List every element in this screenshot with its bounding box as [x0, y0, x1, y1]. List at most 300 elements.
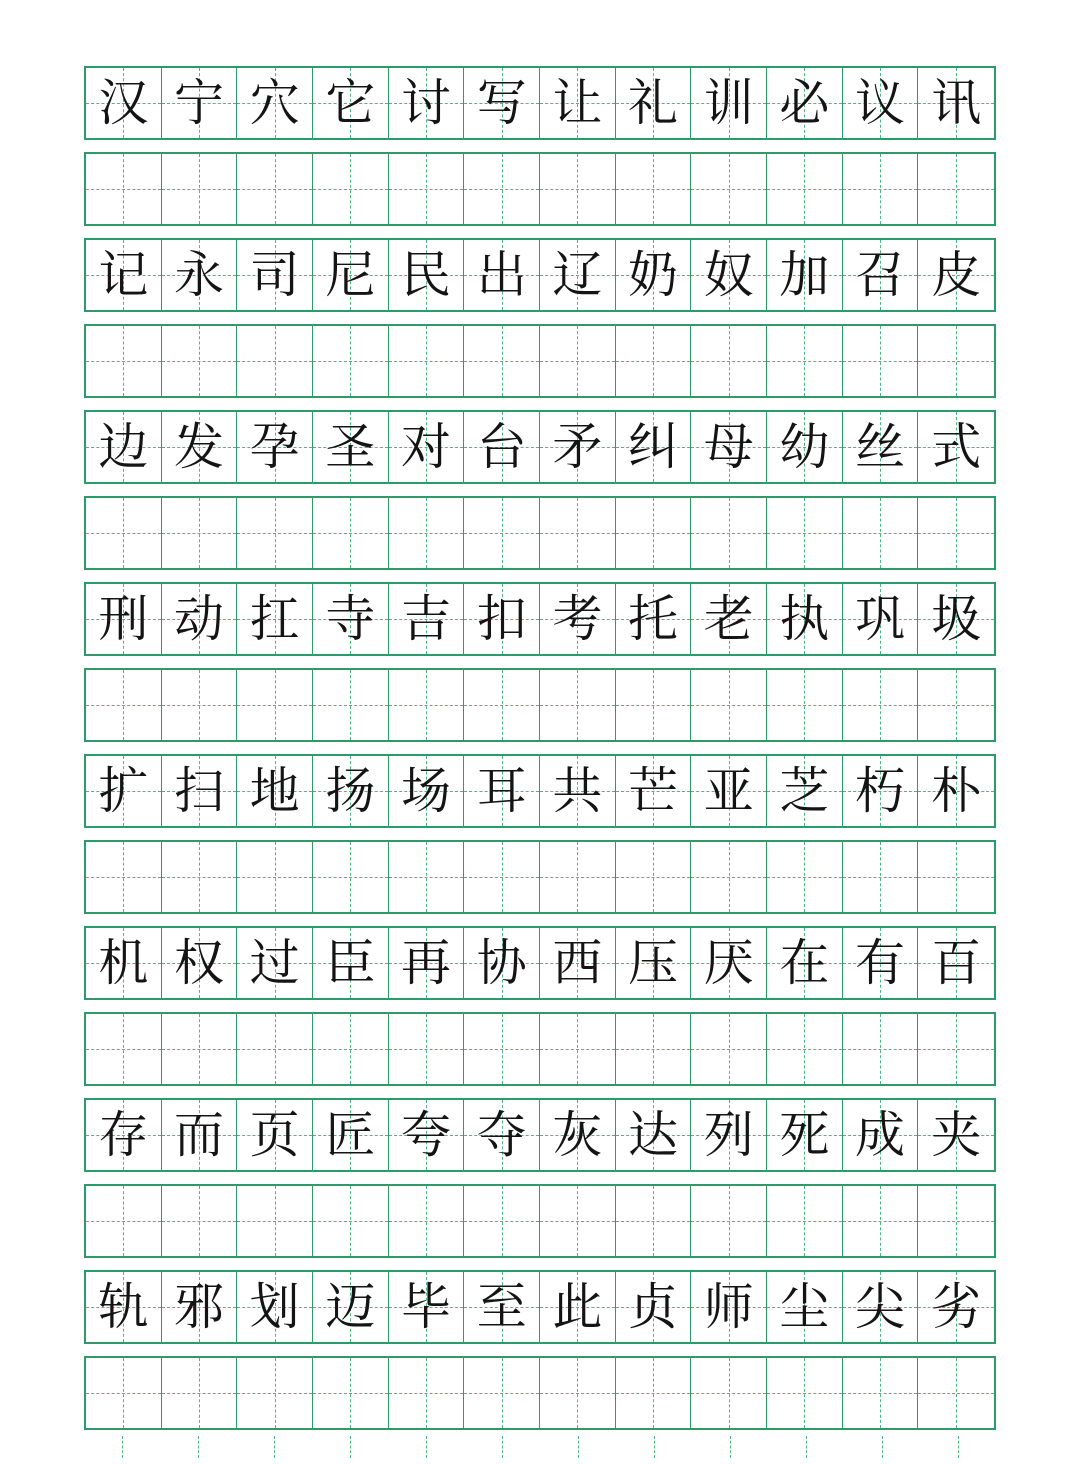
character-cell [313, 1100, 389, 1170]
model-character: 写 [476, 74, 527, 132]
practice-cell[interactable] [464, 670, 540, 740]
practice-cell[interactable] [691, 842, 767, 912]
practice-cell[interactable] [918, 670, 994, 740]
practice-cell[interactable] [162, 670, 238, 740]
character-cell [540, 412, 616, 482]
practice-cell[interactable] [616, 1186, 692, 1256]
practice-cell[interactable] [918, 1014, 994, 1084]
character-cell [616, 68, 692, 138]
practice-cell[interactable] [540, 1014, 616, 1084]
practice-cell[interactable] [237, 670, 313, 740]
practice-cell[interactable] [162, 154, 238, 224]
character-cell [540, 240, 616, 310]
practice-cell[interactable] [313, 670, 389, 740]
character-cell [162, 240, 238, 310]
model-character: 圾 [931, 590, 982, 648]
model-character: 出 [476, 246, 527, 304]
model-character: 辽 [552, 246, 603, 304]
character-cell [86, 240, 162, 310]
model-character: 迈 [325, 1278, 376, 1336]
practice-cell[interactable] [540, 498, 616, 568]
model-character: 扬 [325, 762, 376, 820]
practice-cell[interactable] [616, 1014, 692, 1084]
practice-cell[interactable] [540, 326, 616, 396]
practice-cell[interactable] [313, 326, 389, 396]
practice-cell[interactable] [767, 842, 843, 912]
character-cell [313, 412, 389, 482]
model-character: 扩 [98, 762, 149, 820]
character-cell [918, 240, 994, 310]
model-character: 丝 [855, 418, 906, 476]
character-cell [464, 68, 540, 138]
practice-cell[interactable] [86, 1358, 162, 1428]
character-cell [464, 412, 540, 482]
model-character: 毕 [401, 1278, 452, 1336]
practice-cell[interactable] [918, 326, 994, 396]
character-cell [86, 928, 162, 998]
model-character: 老 [703, 590, 754, 648]
practice-cell[interactable] [691, 498, 767, 568]
character-cell [540, 584, 616, 654]
character-cell [237, 1272, 313, 1342]
model-character: 议 [855, 74, 906, 132]
character-cell [691, 584, 767, 654]
model-character: 台 [476, 418, 527, 476]
practice-cell[interactable] [86, 1186, 162, 1256]
practice-cell[interactable] [767, 1014, 843, 1084]
practice-cell[interactable] [616, 154, 692, 224]
practice-cell[interactable] [389, 842, 465, 912]
model-character: 母 [703, 418, 754, 476]
character-cell [237, 584, 313, 654]
character-cell [389, 240, 465, 310]
model-character: 邪 [174, 1278, 224, 1336]
character-row [84, 1270, 996, 1344]
model-character: 纠 [628, 418, 679, 476]
character-cell [237, 68, 313, 138]
character-cell [464, 928, 540, 998]
character-cell [86, 756, 162, 826]
practice-cell[interactable] [389, 670, 465, 740]
practice-cell[interactable] [162, 842, 238, 912]
model-character: 过 [249, 934, 300, 992]
model-character: 扣 [476, 590, 527, 648]
practice-cell[interactable] [918, 154, 994, 224]
model-character: 芒 [628, 762, 679, 820]
character-cell [767, 240, 843, 310]
practice-row [84, 840, 996, 914]
practice-cell[interactable] [86, 326, 162, 396]
practice-cell[interactable] [389, 1358, 465, 1428]
practice-cell[interactable] [313, 498, 389, 568]
model-character: 幼 [779, 418, 830, 476]
grid-continuation [84, 1432, 996, 1462]
practice-cell[interactable] [691, 1014, 767, 1084]
practice-cell[interactable] [86, 1014, 162, 1084]
character-cell [162, 68, 238, 138]
practice-cell[interactable] [237, 1014, 313, 1084]
character-cell [237, 240, 313, 310]
model-character: 孕 [249, 418, 300, 476]
model-character: 必 [779, 74, 830, 132]
practice-cell[interactable] [843, 498, 919, 568]
practice-cell[interactable] [162, 498, 238, 568]
character-cell [540, 928, 616, 998]
character-cell [464, 756, 540, 826]
practice-cell[interactable] [691, 1186, 767, 1256]
model-character: 有 [855, 934, 906, 992]
model-character: 穴 [249, 74, 300, 132]
practice-cell[interactable] [616, 842, 692, 912]
practice-cell[interactable] [313, 842, 389, 912]
practice-cell[interactable] [767, 1358, 843, 1428]
model-character: 西 [552, 934, 603, 992]
practice-cell[interactable] [843, 326, 919, 396]
model-character: 发 [174, 418, 224, 476]
character-cell [313, 1272, 389, 1342]
practice-cell[interactable] [464, 326, 540, 396]
character-cell [691, 756, 767, 826]
character-cell [313, 240, 389, 310]
practice-cell[interactable] [389, 1186, 465, 1256]
character-cell [86, 584, 162, 654]
character-cell [389, 584, 465, 654]
practice-cell[interactable] [389, 154, 465, 224]
character-cell [691, 1100, 767, 1170]
character-cell [691, 412, 767, 482]
practice-cell[interactable] [389, 326, 465, 396]
practice-cell[interactable] [389, 498, 465, 568]
practice-cell[interactable] [616, 326, 692, 396]
character-cell [237, 928, 313, 998]
practice-cell[interactable] [843, 1186, 919, 1256]
model-character: 机 [98, 934, 149, 992]
practice-cell[interactable] [767, 154, 843, 224]
character-cell [540, 756, 616, 826]
model-character: 百 [931, 934, 982, 992]
model-character: 此 [552, 1278, 603, 1336]
character-cell [389, 68, 465, 138]
practice-cell[interactable] [616, 498, 692, 568]
model-character: 列 [703, 1106, 754, 1164]
practice-cell[interactable] [389, 1014, 465, 1084]
practice-cell[interactable] [540, 1358, 616, 1428]
character-cell [918, 928, 994, 998]
character-cell [162, 584, 238, 654]
model-character: 召 [855, 246, 906, 304]
practice-cell[interactable] [162, 1014, 238, 1084]
model-character: 在 [779, 934, 830, 992]
model-character: 汉 [98, 74, 149, 132]
model-character: 再 [401, 934, 452, 992]
practice-cell[interactable] [86, 154, 162, 224]
practice-cell[interactable] [237, 498, 313, 568]
character-cell [237, 756, 313, 826]
model-character: 压 [628, 934, 679, 992]
character-cell [389, 928, 465, 998]
practice-cell[interactable] [237, 842, 313, 912]
model-character: 扫 [174, 762, 224, 820]
character-cell [389, 1272, 465, 1342]
model-character: 吉 [401, 590, 452, 648]
practice-cell[interactable] [313, 1358, 389, 1428]
model-character: 奴 [703, 246, 754, 304]
practice-cell[interactable] [843, 154, 919, 224]
practice-cell[interactable] [313, 1014, 389, 1084]
character-cell [86, 68, 162, 138]
practice-cell[interactable] [464, 154, 540, 224]
character-cell [767, 584, 843, 654]
model-character: 礼 [628, 74, 679, 132]
model-character: 轨 [98, 1278, 149, 1336]
model-character: 地 [249, 762, 300, 820]
character-cell [86, 1272, 162, 1342]
character-row [84, 754, 996, 828]
model-character: 矛 [552, 418, 603, 476]
model-character: 场 [401, 762, 452, 820]
character-cell [86, 1100, 162, 1170]
character-cell [162, 1100, 238, 1170]
practice-cell[interactable] [918, 498, 994, 568]
model-character: 尖 [855, 1278, 906, 1336]
character-cell [237, 412, 313, 482]
practice-cell[interactable] [464, 498, 540, 568]
practice-cell[interactable] [464, 842, 540, 912]
model-character: 贞 [628, 1278, 679, 1336]
practice-cell[interactable] [540, 670, 616, 740]
model-character: 扛 [249, 590, 300, 648]
practice-cell[interactable] [237, 154, 313, 224]
practice-cell[interactable] [86, 498, 162, 568]
model-character: 加 [779, 246, 830, 304]
model-character: 夺 [476, 1106, 527, 1164]
character-cell [767, 1272, 843, 1342]
character-cell [918, 1100, 994, 1170]
character-cell [691, 928, 767, 998]
practice-row [84, 668, 996, 742]
character-cell [918, 412, 994, 482]
character-cell [389, 412, 465, 482]
practice-cell[interactable] [843, 1358, 919, 1428]
model-character: 尼 [325, 246, 376, 304]
character-cell [540, 1272, 616, 1342]
model-character: 托 [628, 590, 679, 648]
practice-cell[interactable] [464, 1358, 540, 1428]
character-cell [918, 584, 994, 654]
practice-cell[interactable] [918, 1186, 994, 1256]
practice-cell[interactable] [162, 1186, 238, 1256]
character-cell [464, 1272, 540, 1342]
character-cell [843, 240, 919, 310]
model-character: 圣 [325, 418, 376, 476]
character-cell [843, 412, 919, 482]
practice-cell[interactable] [691, 1358, 767, 1428]
model-character: 寺 [325, 590, 376, 648]
model-character: 权 [174, 934, 224, 992]
character-cell [540, 68, 616, 138]
model-character: 尘 [779, 1278, 830, 1336]
model-character: 民 [401, 246, 452, 304]
model-character: 它 [325, 74, 376, 132]
character-cell [843, 928, 919, 998]
character-cell [691, 240, 767, 310]
character-row [84, 66, 996, 140]
practice-row [84, 1184, 996, 1258]
model-character: 而 [174, 1106, 224, 1164]
model-character: 成 [855, 1106, 906, 1164]
character-cell [162, 412, 238, 482]
character-cell [313, 584, 389, 654]
character-row [84, 238, 996, 312]
model-character: 厌 [703, 934, 754, 992]
practice-cell[interactable] [162, 326, 238, 396]
model-character: 永 [174, 246, 224, 304]
model-character: 夹 [931, 1106, 982, 1164]
model-character: 讨 [401, 74, 452, 132]
practice-cell[interactable] [162, 1358, 238, 1428]
practice-cell[interactable] [843, 842, 919, 912]
practice-cell[interactable] [313, 1186, 389, 1256]
model-character: 亚 [703, 762, 754, 820]
practice-cell[interactable] [540, 154, 616, 224]
character-cell [691, 1272, 767, 1342]
character-cell [918, 1272, 994, 1342]
character-cell [162, 756, 238, 826]
character-cell [843, 584, 919, 654]
model-character: 页 [249, 1106, 300, 1164]
character-cell [86, 412, 162, 482]
model-character: 边 [98, 418, 149, 476]
practice-cell[interactable] [691, 670, 767, 740]
model-character: 让 [552, 74, 603, 132]
practice-cell[interactable] [843, 1014, 919, 1084]
practice-cell[interactable] [237, 1358, 313, 1428]
character-row [84, 410, 996, 484]
model-character: 奶 [628, 246, 679, 304]
model-character: 达 [628, 1106, 679, 1164]
character-cell [616, 412, 692, 482]
model-character: 死 [779, 1106, 830, 1164]
model-character: 巩 [855, 590, 906, 648]
character-row [84, 926, 996, 1000]
practice-cell[interactable] [767, 326, 843, 396]
character-cell [540, 1100, 616, 1170]
practice-cell[interactable] [540, 1186, 616, 1256]
character-cell [162, 928, 238, 998]
character-cell [616, 928, 692, 998]
character-cell [464, 1100, 540, 1170]
model-character: 师 [703, 1278, 754, 1336]
character-cell [162, 1272, 238, 1342]
character-cell [616, 584, 692, 654]
practice-cell[interactable] [918, 842, 994, 912]
model-character: 夸 [401, 1106, 452, 1164]
model-character: 耳 [476, 762, 527, 820]
character-cell [313, 928, 389, 998]
practice-cell[interactable] [86, 670, 162, 740]
character-cell [767, 1100, 843, 1170]
character-cell [767, 68, 843, 138]
character-cell [616, 1272, 692, 1342]
practice-cell[interactable] [616, 1358, 692, 1428]
model-character: 考 [552, 590, 603, 648]
practice-cell[interactable] [237, 1186, 313, 1256]
practice-row [84, 1012, 996, 1086]
model-character: 划 [249, 1278, 300, 1336]
model-character: 朴 [931, 762, 982, 820]
character-cell [389, 756, 465, 826]
practice-cell[interactable] [464, 1186, 540, 1256]
practice-cell[interactable] [616, 670, 692, 740]
character-cell [313, 756, 389, 826]
practice-row [84, 496, 996, 570]
practice-cell[interactable] [86, 842, 162, 912]
model-character: 执 [779, 590, 830, 648]
character-cell [918, 68, 994, 138]
model-character: 司 [249, 246, 300, 304]
practice-cell[interactable] [691, 154, 767, 224]
character-cell [843, 68, 919, 138]
character-cell [616, 756, 692, 826]
character-row [84, 582, 996, 656]
practice-row [84, 1356, 996, 1430]
practice-cell[interactable] [918, 1358, 994, 1428]
character-cell [389, 1100, 465, 1170]
practice-cell[interactable] [767, 670, 843, 740]
character-cell [237, 1100, 313, 1170]
model-character: 记 [98, 246, 149, 304]
model-character: 讯 [931, 74, 982, 132]
character-cell [616, 240, 692, 310]
model-character: 灰 [552, 1106, 603, 1164]
model-character: 至 [476, 1278, 527, 1336]
practice-row [84, 324, 996, 398]
model-character: 式 [931, 418, 982, 476]
character-cell [616, 1100, 692, 1170]
character-cell [767, 412, 843, 482]
practice-cell[interactable] [464, 1014, 540, 1084]
model-character: 协 [476, 934, 527, 992]
model-character: 宁 [174, 74, 224, 132]
model-character: 朽 [855, 762, 906, 820]
model-character: 匠 [325, 1106, 376, 1164]
model-character: 刑 [98, 590, 149, 648]
practice-cell[interactable] [313, 154, 389, 224]
character-cell [918, 756, 994, 826]
model-character: 皮 [931, 246, 982, 304]
practice-cell[interactable] [767, 1186, 843, 1256]
model-character: 对 [401, 418, 452, 476]
character-cell [843, 1100, 919, 1170]
character-cell [843, 756, 919, 826]
practice-cell[interactable] [540, 842, 616, 912]
model-character: 臣 [325, 934, 376, 992]
practice-row [84, 152, 996, 226]
practice-cell[interactable] [767, 498, 843, 568]
character-cell [843, 1272, 919, 1342]
model-character: 存 [98, 1106, 149, 1164]
character-cell [464, 240, 540, 310]
character-cell [767, 928, 843, 998]
model-character: 共 [552, 762, 603, 820]
model-character: 训 [703, 74, 754, 132]
practice-cell[interactable] [237, 326, 313, 396]
character-cell [313, 68, 389, 138]
practice-cell[interactable] [843, 670, 919, 740]
practice-cell[interactable] [691, 326, 767, 396]
model-character: 动 [174, 590, 224, 648]
character-cell [691, 68, 767, 138]
